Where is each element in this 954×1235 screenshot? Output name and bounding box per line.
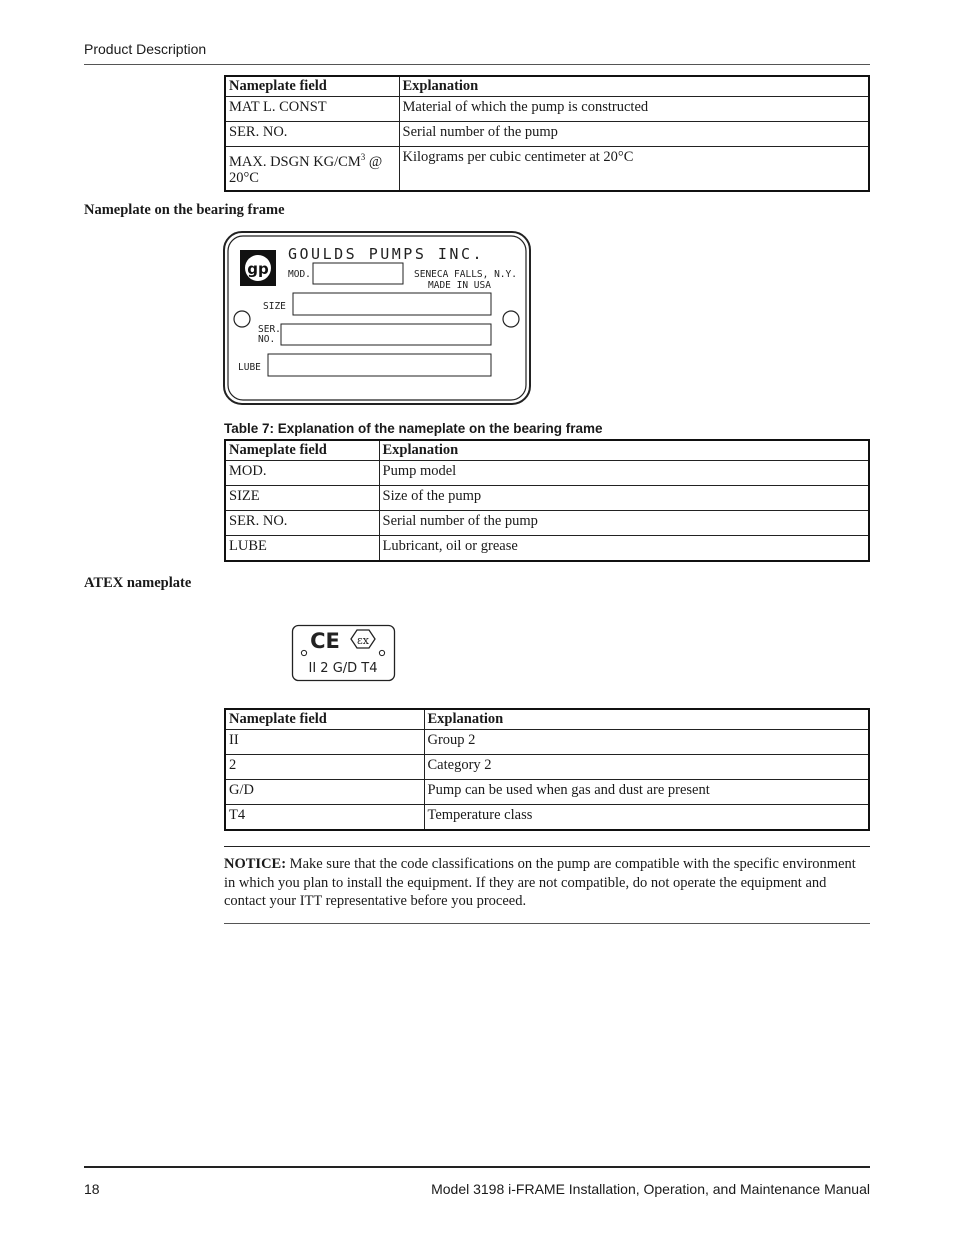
table-header-row	[225, 709, 869, 730]
table-cell: T4	[225, 805, 424, 830]
atex-nameplate-table	[224, 708, 870, 831]
notice-text: Make sure that the code classifications on the pump are compatible with the specific environment in which you plan to install the equipment. If they are not compatible, do not operate the equipment and contact your ITT representative before you proceed.	[224, 856, 856, 909]
notice-label: NOTICE:	[224, 856, 287, 872]
table-row	[225, 97, 869, 122]
table-row	[225, 805, 869, 830]
table-7-caption: Table 7: Explanation of the nameplate on the bearing frame	[224, 421, 603, 436]
superscript: 3	[360, 152, 366, 162]
table-cell: Temperature class	[424, 805, 869, 830]
column-header: Nameplate field	[225, 709, 424, 730]
table-row	[225, 536, 869, 561]
plate-size-label: SIZE	[263, 301, 286, 312]
table-row	[225, 486, 869, 511]
column-header: Explanation	[399, 76, 869, 97]
table-row	[225, 730, 869, 755]
svg-text:gp: gp	[247, 260, 269, 278]
table-cell: Group 2	[424, 730, 869, 755]
table-cell: Serial number of the pump	[379, 511, 869, 536]
table-cell: Lubricant, oil or grease	[379, 536, 869, 561]
plate-ser-label: SER.	[258, 324, 281, 335]
plate-made-in: MADE IN USA	[428, 280, 491, 291]
atex-code: II 2 G/D T4	[308, 661, 378, 676]
column-header: Explanation	[379, 440, 869, 461]
ce-mark-icon: CE	[310, 629, 340, 653]
notice-box	[224, 846, 870, 924]
running-header: Product Description	[84, 41, 207, 57]
plate-lube-label: LUBE	[238, 362, 261, 373]
table-cell: Pump can be used when gas and dust are present	[424, 780, 869, 805]
table-header-row	[225, 440, 869, 461]
table-cell: SER. NO.	[225, 511, 379, 536]
goulds-logo-icon	[240, 250, 276, 286]
field-text: @ 20°C	[229, 153, 383, 186]
footer-rule	[84, 1166, 870, 1168]
footer-title: Model 3198 i-FRAME Installation, Operation, and Maintenance Manual	[431, 1181, 870, 1197]
plate-mod-label: MOD.	[288, 269, 311, 280]
table-cell: Category 2	[424, 755, 869, 780]
column-header: Nameplate field	[225, 440, 379, 461]
bearing-nameplate-figure	[222, 230, 534, 408]
table-row	[225, 755, 869, 780]
section-heading-bearing: Nameplate on the bearing frame	[84, 202, 285, 218]
table-row	[225, 147, 869, 191]
column-header: Nameplate field	[225, 76, 399, 97]
column-header: Explanation	[424, 709, 869, 730]
table-cell	[225, 147, 399, 191]
table-cell: Pump model	[379, 461, 869, 486]
table-cell: Material of which the pump is constructed	[399, 97, 869, 122]
table-row	[225, 511, 869, 536]
table-cell: SER. NO.	[225, 122, 399, 147]
bearing-nameplate-table	[224, 439, 870, 562]
table-cell: 2	[225, 755, 424, 780]
field-text: MAX. DSGN KG/CM	[229, 153, 361, 170]
section-heading-atex: ATEX nameplate	[84, 575, 192, 591]
plate-no-label: NO.	[258, 334, 276, 345]
table-cell: MOD.	[225, 461, 379, 486]
table-cell: Kilograms per cubic centimeter at 20°C	[399, 147, 869, 191]
table-cell: Serial number of the pump	[399, 122, 869, 147]
table-cell: Size of the pump	[379, 486, 869, 511]
header-rule	[84, 64, 870, 65]
plate-company: GOULDS PUMPS INC.	[288, 245, 485, 263]
atex-nameplate-figure	[291, 624, 396, 682]
table-cell: G/D	[225, 780, 424, 805]
table-row	[225, 122, 869, 147]
table-row	[225, 780, 869, 805]
table-cell: II	[225, 730, 424, 755]
page-number: 18	[84, 1181, 100, 1197]
plate-location: SENECA FALLS, N.Y.	[414, 269, 517, 280]
table-cell: LUBE	[225, 536, 379, 561]
table-cell: SIZE	[225, 486, 379, 511]
table-cell: MAT L. CONST	[225, 97, 399, 122]
nameplate-table-1	[224, 75, 870, 192]
table-header-row	[225, 76, 869, 97]
table-row	[225, 461, 869, 486]
svg-text:εx: εx	[357, 634, 369, 647]
